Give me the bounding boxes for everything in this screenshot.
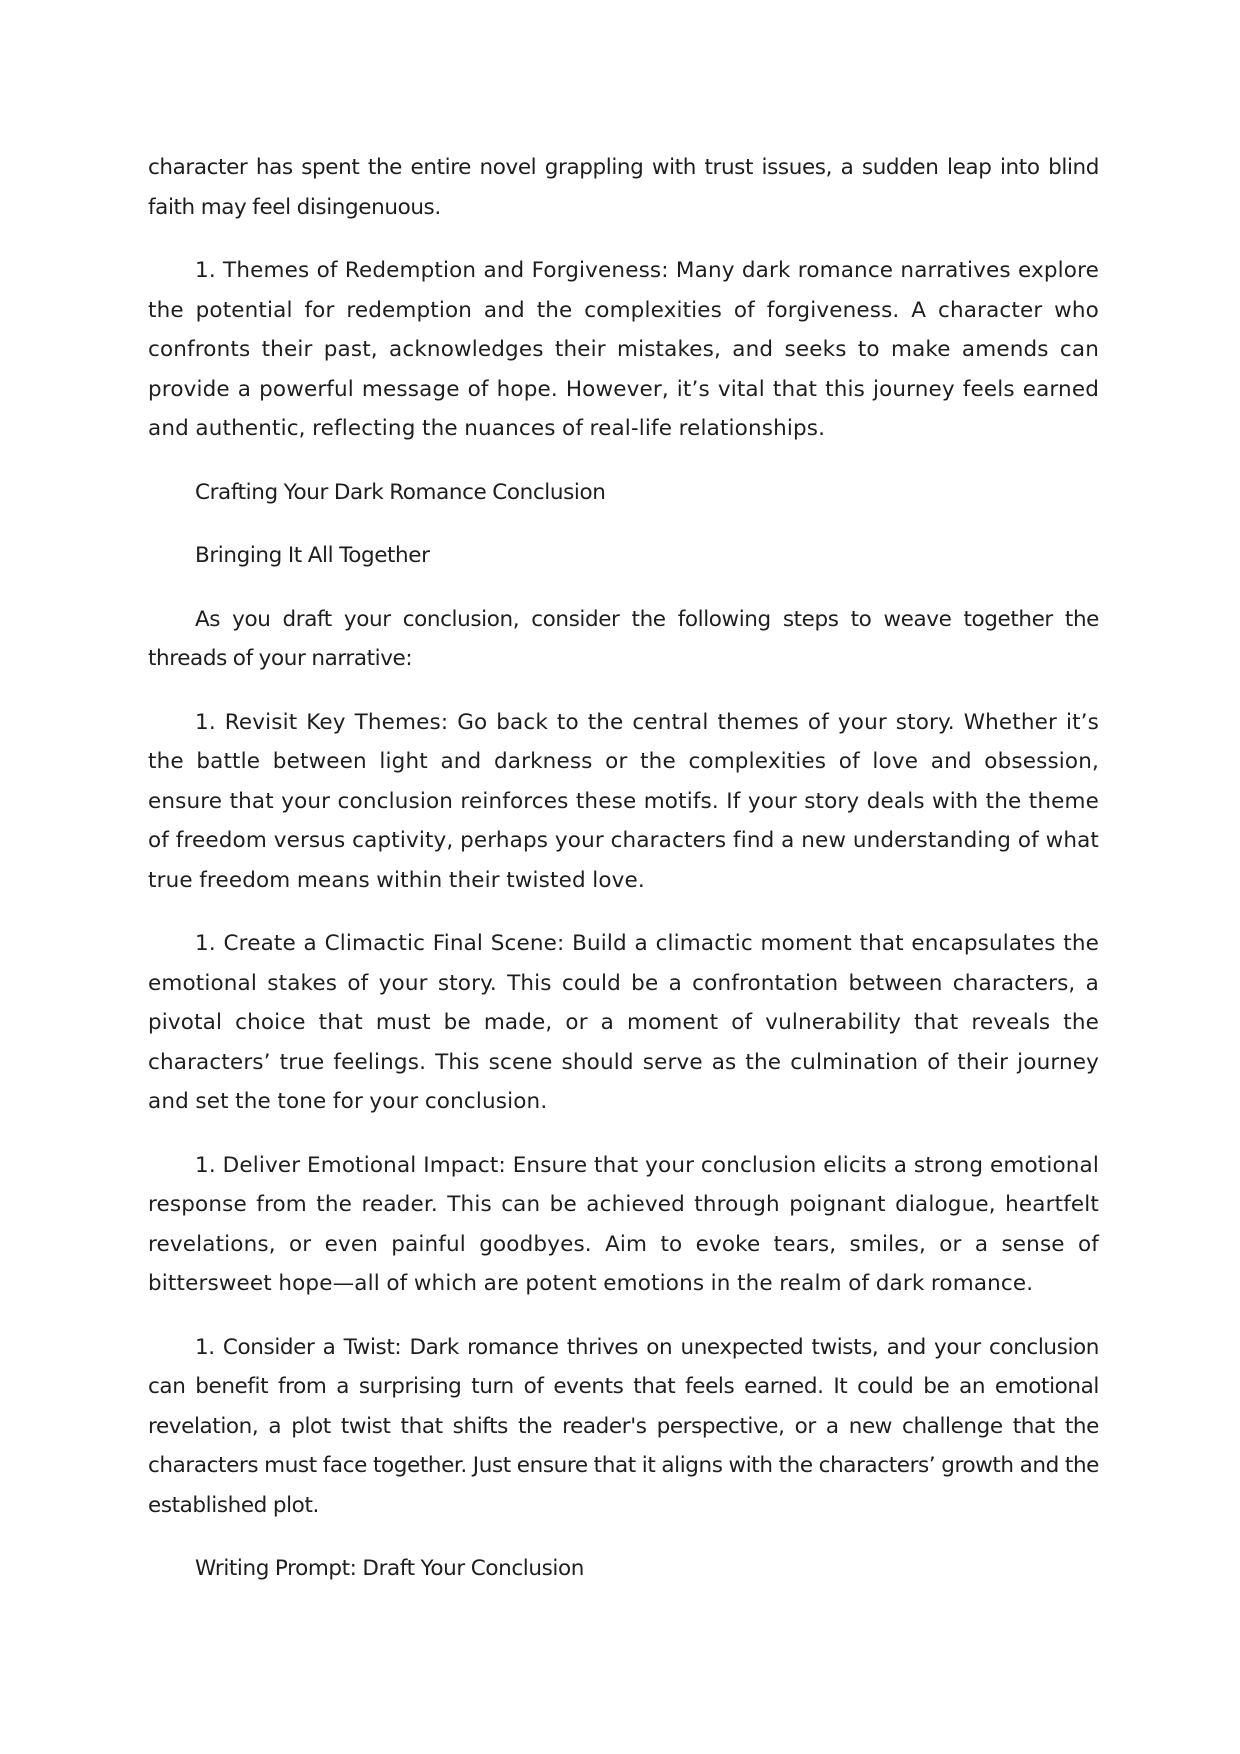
paragraph-climactic-final-scene: 1. Create a Climactic Final Scene: Build a climactic moment that encapsulates the emotional stakes of your story. This could be a confrontation between characters, a pivotal choice that must be made, or a moment of vulnerability that reveals the characters’ true feelings. This scene should serve as the culmination of their journey and set the tone for your conclusion. [148,931,1099,1114]
paragraph-continuation: character has spent the entire novel grappling with trust issues, a sudden leap into blind faith may feel disingenuous. [148,155,1099,220]
section-heading-crafting-conclusion: Crafting Your Dark Romance Conclusion [195,479,606,505]
section-heading-writing-prompt: Writing Prompt: Draft Your Conclusion [195,1556,584,1581]
paragraph-revisit-key-themes: 1. Revisit Key Themes: Go back to the central themes of your story. Whether it’s the battle between light and darkness or the complexities of love and obsession, ensure that your conclusion reinforces these motifs. If your story deals with the theme of freedom versus captivity, perhaps your characters find a new understanding of what true freedom means within their twisted love. [148,709,1099,893]
paragraph-redemption-forgiveness: 1. Themes of Redemption and Forgiveness: Many dark romance narratives explore the potential for redemption and the complexities of forgiveness. A character who confronts their past, acknowledges their mistakes, and seeks to make amends can provide a powerful message of hope. However, it’s vital that this journey feels earned and authentic, reflecting the nuances of real-life relationships. [148,258,1099,441]
paragraph-consider-twist: 1. Consider a Twist: Dark romance thrives on unexpected twists, and your conclusion can benefit from a surprising turn of events that feels earned. It could be an emotional revelation, a plot twist that shifts the reader's perspective, or a new challenge that the characters must face together. Just ensure that it aligns with the characters’ growth and the established plot. [148,1334,1099,1518]
section-heading-bringing-together: Bringing It All Together [195,543,430,568]
paragraph-emotional-impact: 1. Deliver Emotional Impact: Ensure that your conclusion elicits a strong emotional response from the reader. This can be achieved through poignant dialogue, heartfelt revelations, or even painful goodbyes. Aim to evoke tears, smiles, or a sense of bittersweet hope—all of which are potent emotions in the realm of dark romance. [148,1152,1099,1296]
paragraph-draft-intro: As you draft your conclusion, consider the following steps to weave together the threads of your narrative: [148,606,1099,671]
